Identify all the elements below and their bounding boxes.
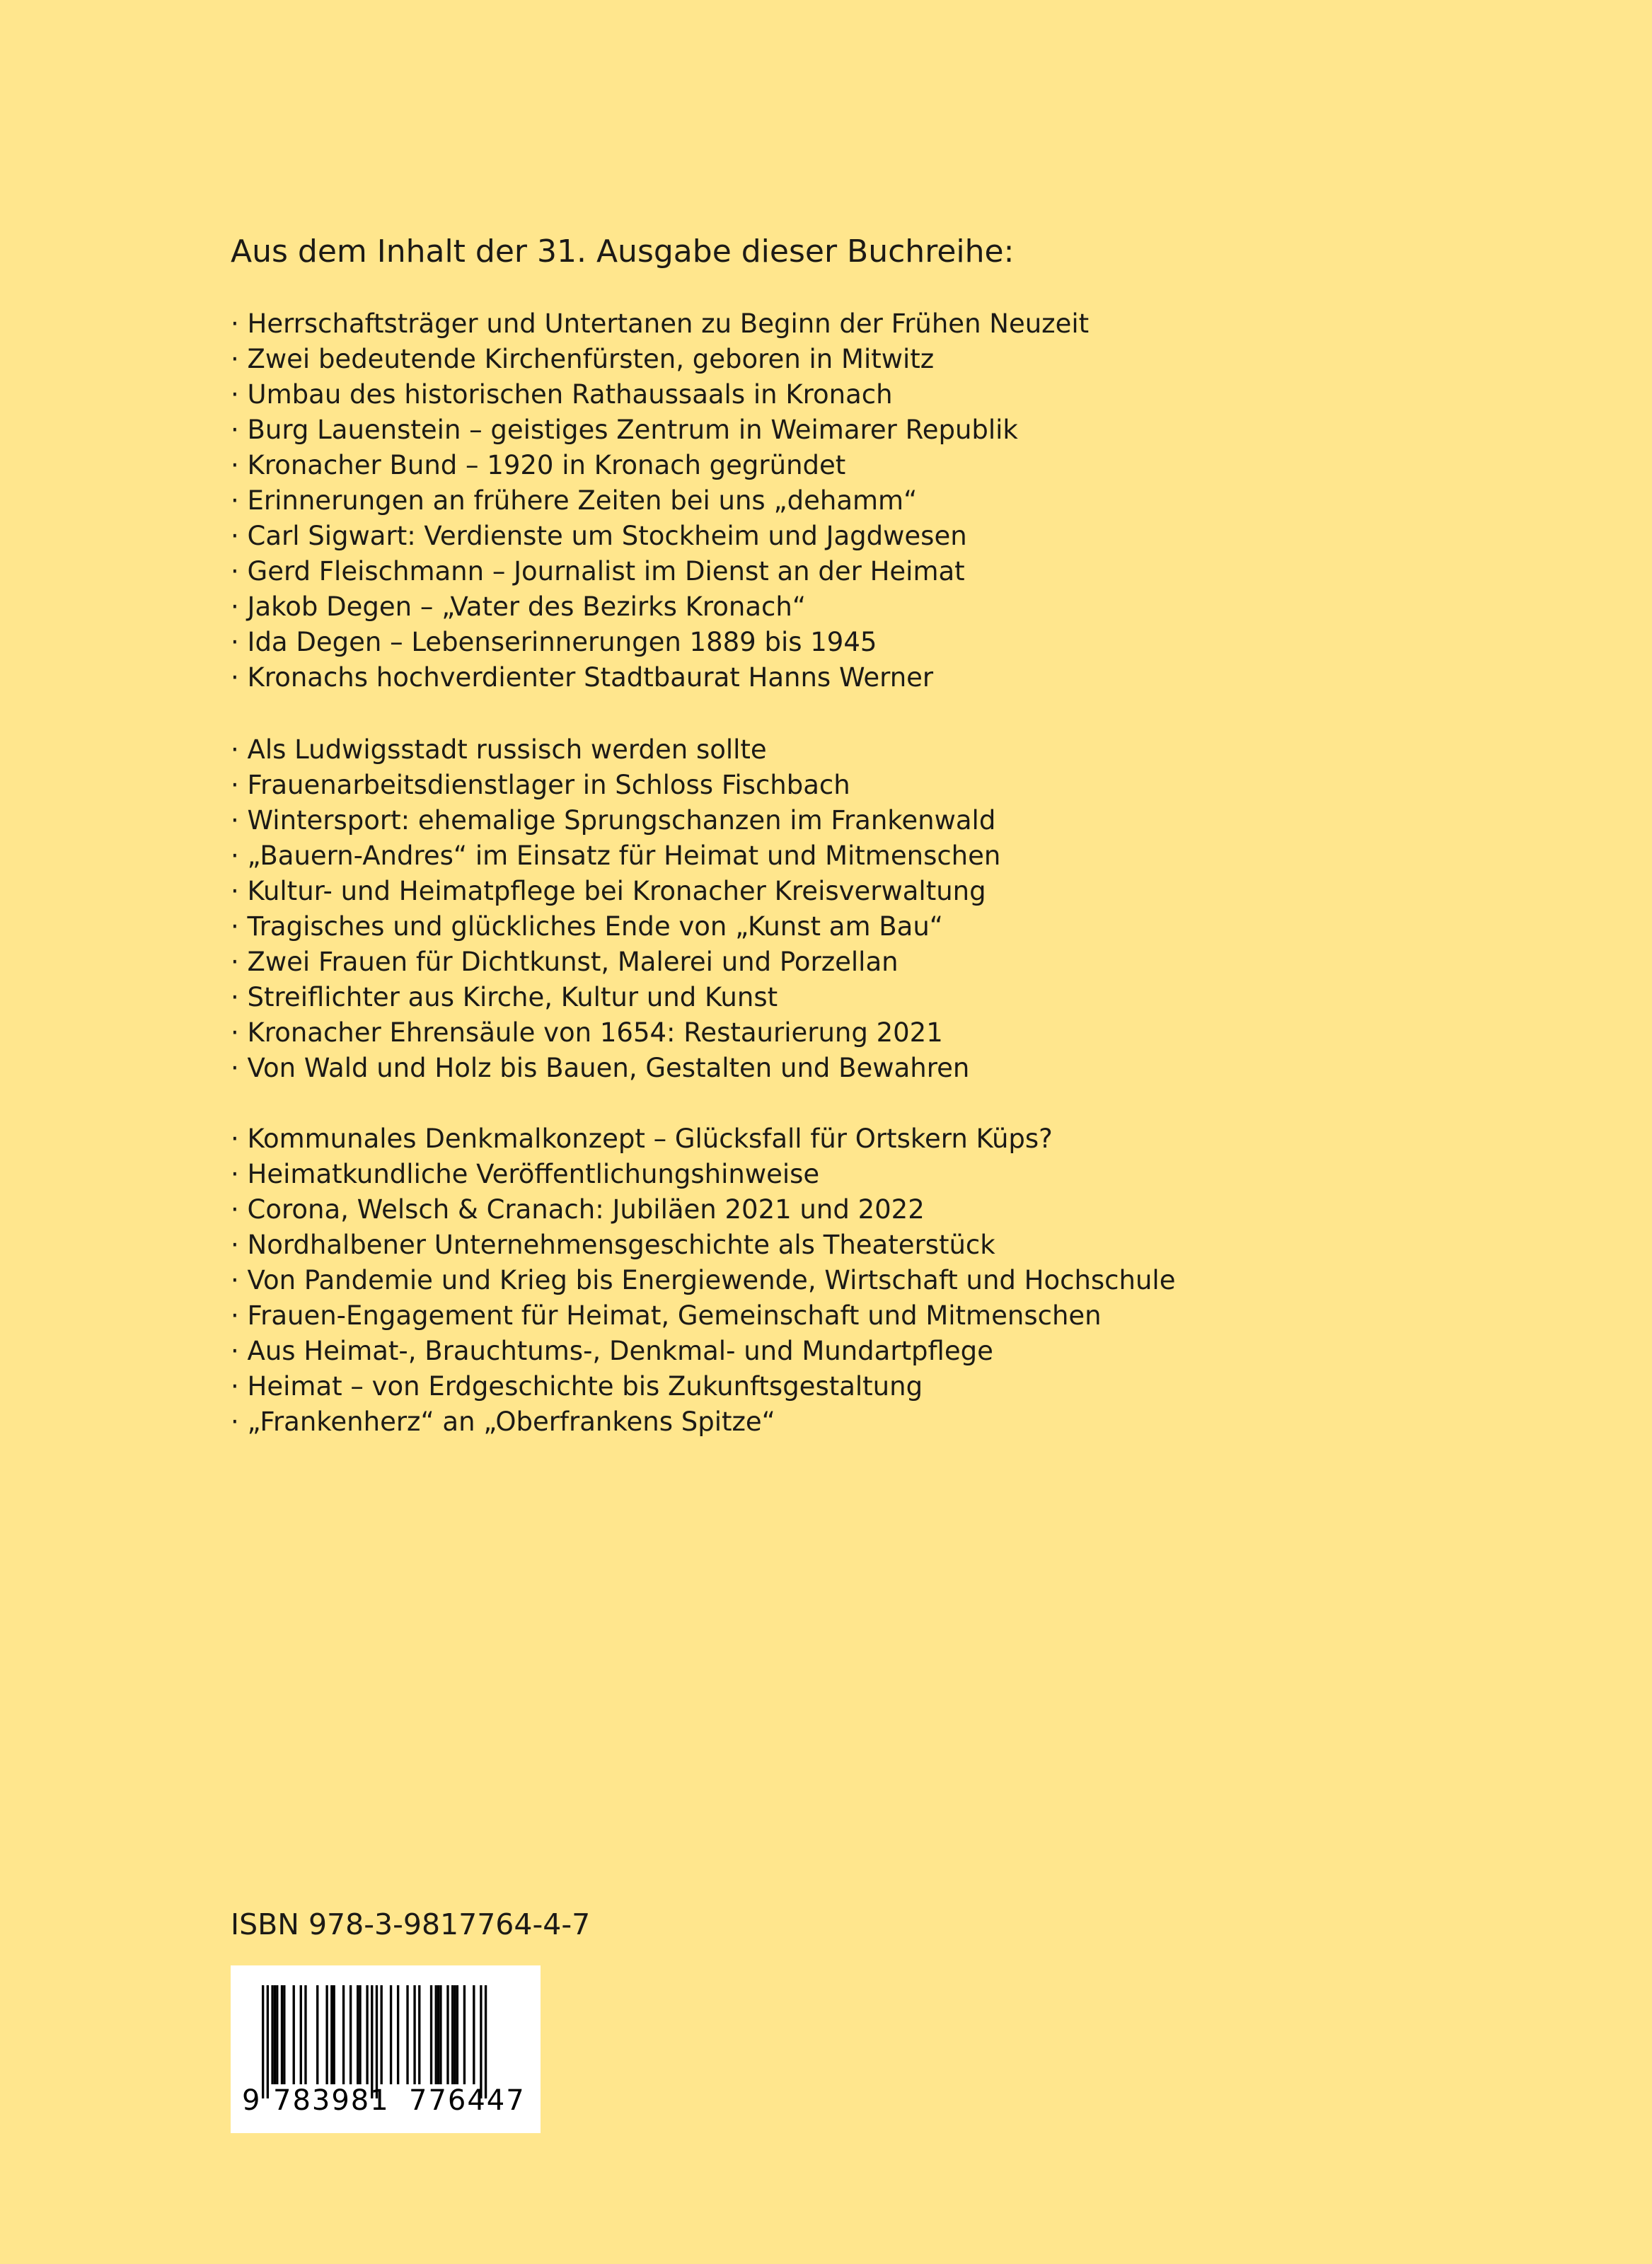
barcode-guard-bar bbox=[262, 1985, 264, 2098]
contents-item: · Wintersport: ehemalige Sprungschanzen im Frankenwald bbox=[231, 803, 1000, 838]
contents-item: · Von Wald und Holz bis Bauen, Gestalten und Bewahren bbox=[231, 1051, 1000, 1086]
contents-item: · Nordhalbener Unternehmensgeschichte als Theaterstück bbox=[231, 1228, 1175, 1263]
barcode-bar bbox=[281, 1985, 283, 2084]
contents-item: · Aus Heimat-, Brauchtums-, Denkmal- und Mundartpflege bbox=[231, 1334, 1175, 1369]
contents-section-3 bbox=[231, 1121, 1175, 1440]
contents-item: · Streiflichter aus Kirche, Kultur und Kunst bbox=[231, 980, 1000, 1015]
contents-item: · Gerd Fleischmann – Journalist im Dienst an der Heimat bbox=[231, 554, 1089, 589]
contents-item: · Carl Sigwart: Verdienste um Stockheim und Jagdwesen bbox=[231, 519, 1089, 554]
barcode-bar bbox=[357, 1985, 359, 2084]
contents-item: · Kronacher Ehrensäule von 1654: Restaurierung 2021 bbox=[231, 1015, 1000, 1051]
contents-item: · Heimatkundliche Veröffentlichungshinweise bbox=[231, 1157, 1175, 1192]
barcode-bar bbox=[473, 1985, 475, 2084]
barcode-digits bbox=[231, 2083, 541, 2118]
barcode-guard-bar bbox=[480, 1985, 482, 2098]
contents-item: · Als Ludwigsstadt russisch werden sollte bbox=[231, 732, 1000, 768]
barcode-bar bbox=[430, 1985, 432, 2084]
barcode-bar bbox=[293, 1985, 295, 2084]
contents-item: · Von Pandemie und Krieg bis Energiewende, Wirtschaft und Hochschule bbox=[231, 1263, 1175, 1298]
contents-item: · Kronacher Bund – 1920 in Kronach gegründet bbox=[231, 448, 1089, 483]
contents-item: · Kronachs hochverdienter Stadtbaurat Hanns Werner bbox=[231, 660, 1089, 695]
contents-item: · Zwei Frauen für Dichtkunst, Malerei und Porzellan bbox=[231, 945, 1000, 980]
barcode-guard-bar bbox=[376, 1985, 378, 2098]
barcode-right-group: 776447 bbox=[409, 2084, 526, 2117]
barcode-bar bbox=[406, 1985, 408, 2084]
isbn-text: ISBN 978-3-9817764-4-7 bbox=[231, 1907, 591, 1941]
contents-section-1 bbox=[231, 306, 1089, 695]
barcode-bar bbox=[304, 1985, 306, 2084]
barcode-bar bbox=[390, 1985, 392, 2084]
contents-item: · „Frankenherz“ an „Oberfrankens Spitze“ bbox=[231, 1404, 1175, 1440]
contents-item: · Corona, Welsch & Cranach: Jubiläen 2021 und 2022 bbox=[231, 1192, 1175, 1228]
contents-item: · Erinnerungen an frühere Zeiten bei uns „dehamm“ bbox=[231, 483, 1089, 519]
contents-item: · Frauen-Engagement für Heimat, Gemeinschaft und Mitmenschen bbox=[231, 1298, 1175, 1334]
contents-item: · Tragisches und glückliches Ende von „Kunst am Bau“ bbox=[231, 909, 1000, 945]
contents-item: · Kultur- und Heimatpflege bei Kronacher Kreisverwaltung bbox=[231, 874, 1000, 909]
barcode-bar bbox=[274, 1985, 276, 2084]
barcode-bar bbox=[381, 1985, 383, 2084]
barcode-bar bbox=[283, 1985, 285, 2084]
barcode-bar bbox=[456, 1985, 458, 2084]
contents-item: · Ida Degen – Lebenserinnerungen 1889 bis 1945 bbox=[231, 625, 1089, 660]
barcode-bar bbox=[439, 1985, 441, 2084]
barcode-guard-bar bbox=[371, 1985, 373, 2098]
barcode-bar bbox=[330, 1985, 333, 2084]
barcode bbox=[231, 1965, 541, 2133]
barcode-bar bbox=[435, 1985, 437, 2084]
contents-item: · Heimat – von Erdgeschichte bis Zukunftsgestaltung bbox=[231, 1369, 1175, 1404]
barcode-bar bbox=[366, 1985, 368, 2084]
contents-item: · Burg Lauenstein – geistiges Zentrum in Weimarer Republik bbox=[231, 412, 1089, 448]
barcode-bar bbox=[397, 1985, 399, 2084]
contents-item: · Herrschaftsträger und Untertanen zu Beginn der Frühen Neuzeit bbox=[231, 306, 1089, 342]
barcode-bar bbox=[446, 1985, 449, 2084]
barcode-bar bbox=[437, 1985, 439, 2084]
barcode-bar bbox=[271, 1985, 273, 2084]
barcode-bar bbox=[325, 1985, 328, 2084]
contents-item: · Kommunales Denkmalkonzept – Glücksfall für Ortskern Küps? bbox=[231, 1121, 1175, 1157]
contents-item: · „Bauern-Andres“ im Einsatz für Heimat und Mitmenschen bbox=[231, 838, 1000, 874]
barcode-bar bbox=[333, 1985, 335, 2084]
contents-item: · Jakob Degen – „Vater des Bezirks Kronach“ bbox=[231, 589, 1089, 625]
barcode-bar bbox=[300, 1985, 302, 2084]
barcode-bar bbox=[463, 1985, 466, 2084]
barcode-bar bbox=[342, 1985, 345, 2084]
barcode-bar bbox=[316, 1985, 318, 2084]
contents-item: · Frauenarbeitsdienstlager in Schloss Fischbach bbox=[231, 768, 1000, 803]
barcode-bar bbox=[418, 1985, 420, 2084]
barcode-first-digit: 9 bbox=[242, 2084, 260, 2117]
barcode-left-group: 783981 bbox=[273, 2084, 390, 2117]
barcode-bar bbox=[413, 1985, 415, 2084]
barcode-bar bbox=[350, 1985, 352, 2084]
barcode-guard-bar bbox=[267, 1985, 269, 2098]
barcode-bar bbox=[451, 1985, 454, 2084]
contents-item: · Umbau des historischen Rathaussaals in Kronach bbox=[231, 377, 1089, 412]
barcode-bar bbox=[359, 1985, 361, 2084]
contents-heading: Aus dem Inhalt der 31. Ausgabe dieser Buchreihe: bbox=[231, 233, 1015, 270]
contents-item: · Zwei bedeutende Kirchenfürsten, geboren in Mitwitz bbox=[231, 342, 1089, 377]
barcode-bar bbox=[276, 1985, 278, 2084]
contents-section-2 bbox=[231, 732, 1000, 1086]
barcode-guard-bar bbox=[485, 1985, 487, 2098]
barcode-bar bbox=[454, 1985, 456, 2084]
